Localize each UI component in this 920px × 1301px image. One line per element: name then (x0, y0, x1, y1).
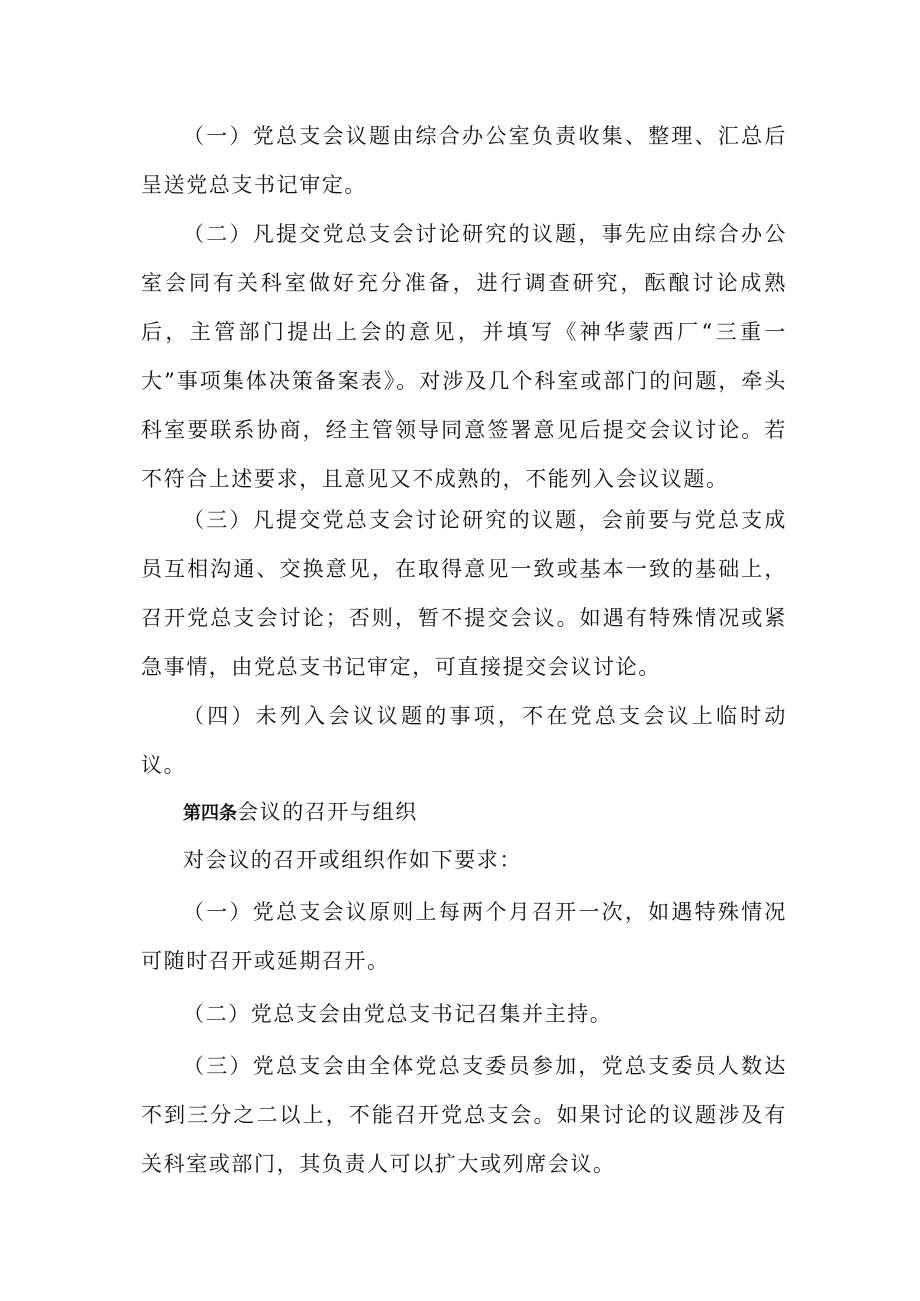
paragraph-4: （四）未列入会议议题的事项，不在党总支会议上临时动议。 (141, 704, 787, 777)
paragraph-3: （三）凡提交党总支会讨论研究的议题，会前要与党总支成员互相沟通、交换意见，在取得意见一致或基本一致的基础上，召开党总支会讨论；否则，暂不提交会议。如遇有特殊情况或紧急事情，由党总支书记审定，可直接提交会议讨论。 (141, 508, 787, 679)
paragraph-2: （二）凡提交党总支会讨论研究的议题，事先应由综合办公室会同有关科室做好充分准备，进行调查研究，酝酿讨论成熟后，主管部门提出上会的意见，并填写《神华蒙西厂“三重一大”事项集体决策备案表》。对涉及几个科室或部门的问题，牵头科室要联系协商，经主管领导同意签署意见后提交会议讨论。若不符合上述要求，且意见又不成熟的，不能列入会议议题。 (141, 222, 787, 491)
article-intro: 对会议的召开或组织作如下要求： (183, 848, 522, 872)
item-3: （三）党总支会由全体党总支委员参加，党总支委员人数达不到三分之二以上，不能召开党总支会。如果讨论的议题涉及有关科室或部门，其负责人可以扩大或列席会议。 (141, 1054, 787, 1176)
document-page (141, 0, 787, 1301)
article-heading (141, 788, 787, 838)
article-label: 第四条 (183, 803, 237, 824)
item-2: （二）党总支会由党总支书记召集并主持。 (183, 1002, 613, 1026)
paragraph-1: （一）党总支会议题由综合办公室负责收集、整理、汇总后呈送党总支书记审定。 (141, 124, 787, 197)
item-1: （一）党总支会议原则上每两个月召开一次，如遇特殊情况可随时召开或延期召开。 (141, 900, 787, 973)
article-title: 会议的召开与组织 (237, 800, 418, 824)
